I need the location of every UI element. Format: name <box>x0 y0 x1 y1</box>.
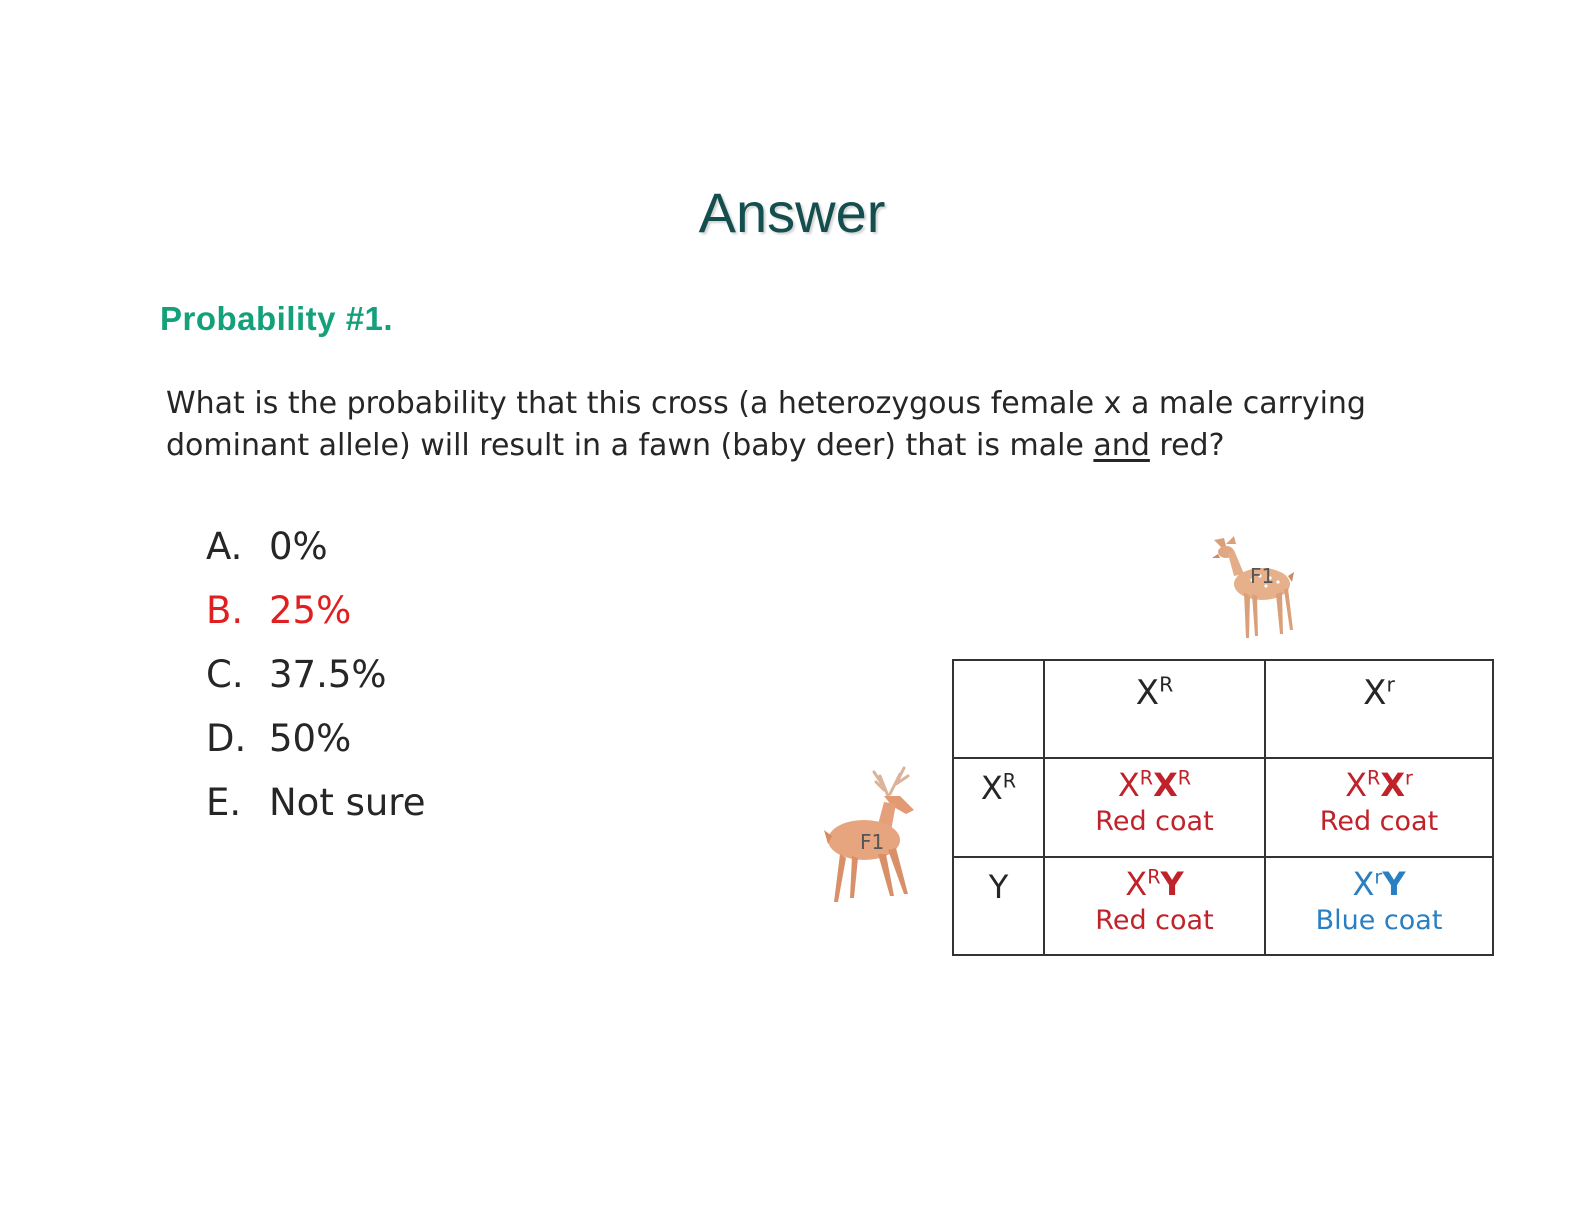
question-text-start: What is the probability that this cross (a heterozygous female x a male carrying dominant allele) will result in a fawn (baby deer) that is male <box>166 386 1366 463</box>
question-text-end: red? <box>1149 428 1225 463</box>
allele-base: X <box>1363 673 1387 713</box>
phenotype: Red coat <box>1095 905 1214 936</box>
geno-part: Y <box>1160 865 1184 903</box>
option-a <box>206 522 425 586</box>
option-text: 50% <box>269 717 352 760</box>
allele-sup: R <box>1159 672 1174 697</box>
geno-part: X <box>1345 766 1367 804</box>
answer-options <box>206 522 425 842</box>
allele-base: X <box>1135 673 1160 713</box>
question-text-underlined: and <box>1093 428 1150 463</box>
option-c <box>206 650 425 714</box>
female-deer-image <box>1200 526 1300 651</box>
option-letter: D. <box>206 717 247 760</box>
geno-part: X <box>1125 865 1148 903</box>
phenotype: Red coat <box>1319 806 1439 837</box>
option-letter: E. <box>206 781 242 824</box>
geno-part: X <box>1380 766 1406 804</box>
cell-genotype-xry-recessive <box>1265 857 1493 955</box>
geno-part: X <box>1117 766 1140 804</box>
punnett-square <box>952 659 1494 956</box>
geno-part: X <box>1153 766 1178 804</box>
genotype <box>1266 858 1492 904</box>
genotype <box>1045 759 1264 805</box>
geno-sup: r <box>1374 865 1383 889</box>
option-e <box>206 778 425 842</box>
geno-part: X <box>1352 865 1375 903</box>
option-text: 25% <box>269 589 352 632</box>
cell-genotype-xrxr-hetero <box>1265 758 1493 857</box>
geno-sup: r <box>1405 766 1413 790</box>
row-header-xr-dominant <box>953 758 1044 857</box>
problem-heading: Probability #1. <box>160 300 394 337</box>
phenotype: Blue coat <box>1315 905 1443 936</box>
geno-sup: R <box>1367 766 1381 790</box>
female-deer-label: F1 <box>1250 564 1275 588</box>
doe-icon <box>1200 526 1300 651</box>
allele-sup: r <box>1386 672 1395 697</box>
corner-cell <box>953 660 1044 758</box>
cell-genotype-xry-dominant <box>1044 857 1265 955</box>
slide-title: Answer <box>698 181 886 244</box>
question-text <box>166 383 1426 467</box>
allele-sup: R <box>1002 769 1017 793</box>
option-text: 37.5% <box>269 653 387 696</box>
option-letter: A. <box>206 525 243 568</box>
option-letter: B. <box>206 589 244 632</box>
geno-sup: R <box>1147 865 1161 889</box>
option-letter: C. <box>206 653 244 696</box>
option-b <box>206 586 425 650</box>
option-text: 0% <box>269 525 328 568</box>
cell-genotype-xrxr-dominant <box>1044 758 1265 857</box>
male-deer-label: F1 <box>860 830 885 854</box>
allele-base: Y <box>988 868 1009 906</box>
phenotype: Red coat <box>1095 806 1214 837</box>
col-header-xr-recessive <box>1265 660 1493 758</box>
geno-part: Y <box>1382 865 1406 903</box>
option-text: Not sure <box>269 781 426 824</box>
row-header-y <box>953 857 1044 955</box>
col-header-xr-dominant <box>1044 660 1265 758</box>
option-d <box>206 714 425 778</box>
allele-base: X <box>980 769 1003 807</box>
genotype <box>1266 759 1492 805</box>
geno-sup: R <box>1177 766 1192 790</box>
genotype <box>1045 858 1264 904</box>
geno-sup: R <box>1139 766 1154 790</box>
